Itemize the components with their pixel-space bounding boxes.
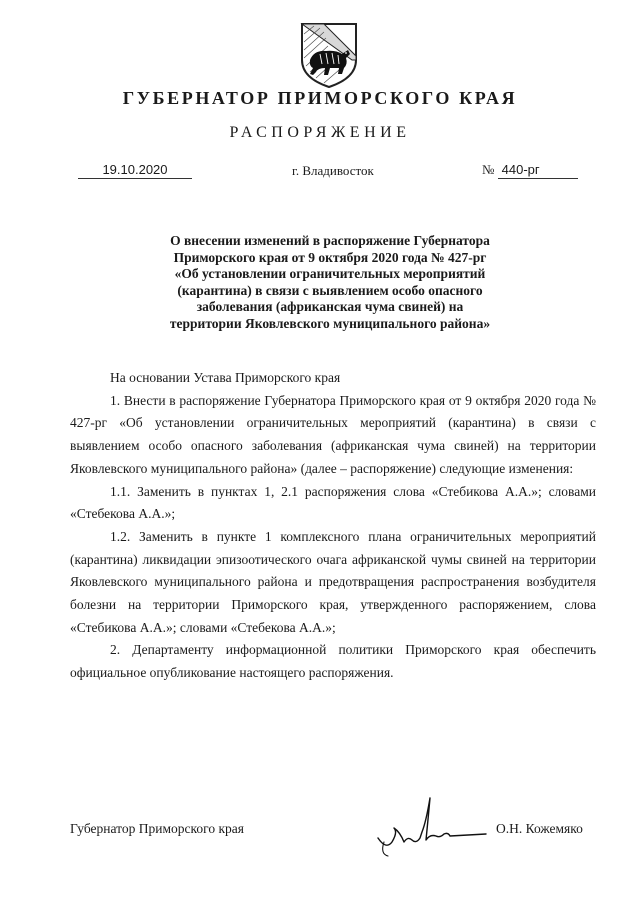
issuing-authority: ГУБЕРНАТОР ПРИМОРСКОГО КРАЯ — [122, 88, 518, 108]
number-value: 440-рг — [498, 162, 578, 179]
document-body — [70, 367, 596, 685]
document-type: РАСПОРЯЖЕНИЕ — [229, 124, 411, 141]
subject-line: территории Яковлевского муниципального района» — [169, 315, 491, 331]
subject-line: О внесении изменений в распоряжение Губернатора — [170, 233, 490, 248]
number-prefix: № — [482, 162, 495, 177]
document-date: 19.10.2020 — [78, 162, 192, 179]
paragraph-basis: На основании Устава Приморского края — [110, 370, 341, 385]
signatory-name: О.Н. Кожемяко — [496, 821, 583, 836]
document-city: г. Владивосток — [292, 163, 374, 178]
paragraph-item-1-1: 1.1. Заменить в пунктах 1, 2.1 распоряжения слова «Стебикова А.А.»; словами «Стебекова А.А.»; — [70, 483, 596, 522]
coat-of-arms-icon — [298, 20, 360, 90]
paragraph-item-2: 2. Департаменту информационной политики Приморского края обеспечить официальное опубликование настоящего распоряжения. — [70, 642, 596, 681]
document-subject — [130, 233, 530, 332]
paragraph-item-1: 1. Внести в распоряжение Губернатора Приморского края от 9 октября 2020 года № 427-рг «Об установлении ограничительных мероприятий (карантина) в связи с выявлением особо опасного заболевания (африканская чума свиней) на территории Яковлевского муниципального района» (далее – распоряжение) следующие изменения: — [70, 392, 596, 476]
document-number — [482, 162, 578, 179]
handwritten-signature-icon — [370, 792, 490, 862]
subject-line: Приморского края от 9 октября 2020 года № 427-рг — [173, 249, 487, 265]
paragraph-item-1-2: 1.2. Заменить в пункте 1 комплексного плана ограничительных мероприятий (карантина) ликвидации эпизоотического очага африканской чумы свиней на территории Яковлевского муниципального района и предотвращения распространения возбудителя болезни на территории Приморского края, утвержденного распоряжением, слова «Стебикова А.А.»; словами «Стебекова А.А.»; — [70, 528, 596, 635]
signatory-title: Губернатор Приморского края — [70, 821, 244, 836]
subject-line: заболевания (африканская чума свиней) на — [196, 299, 464, 314]
subject-line: «Об установлении ограничительных мероприятий — [174, 266, 486, 281]
subject-line: (карантина) в связи с выявлением особо опасного — [177, 282, 483, 298]
